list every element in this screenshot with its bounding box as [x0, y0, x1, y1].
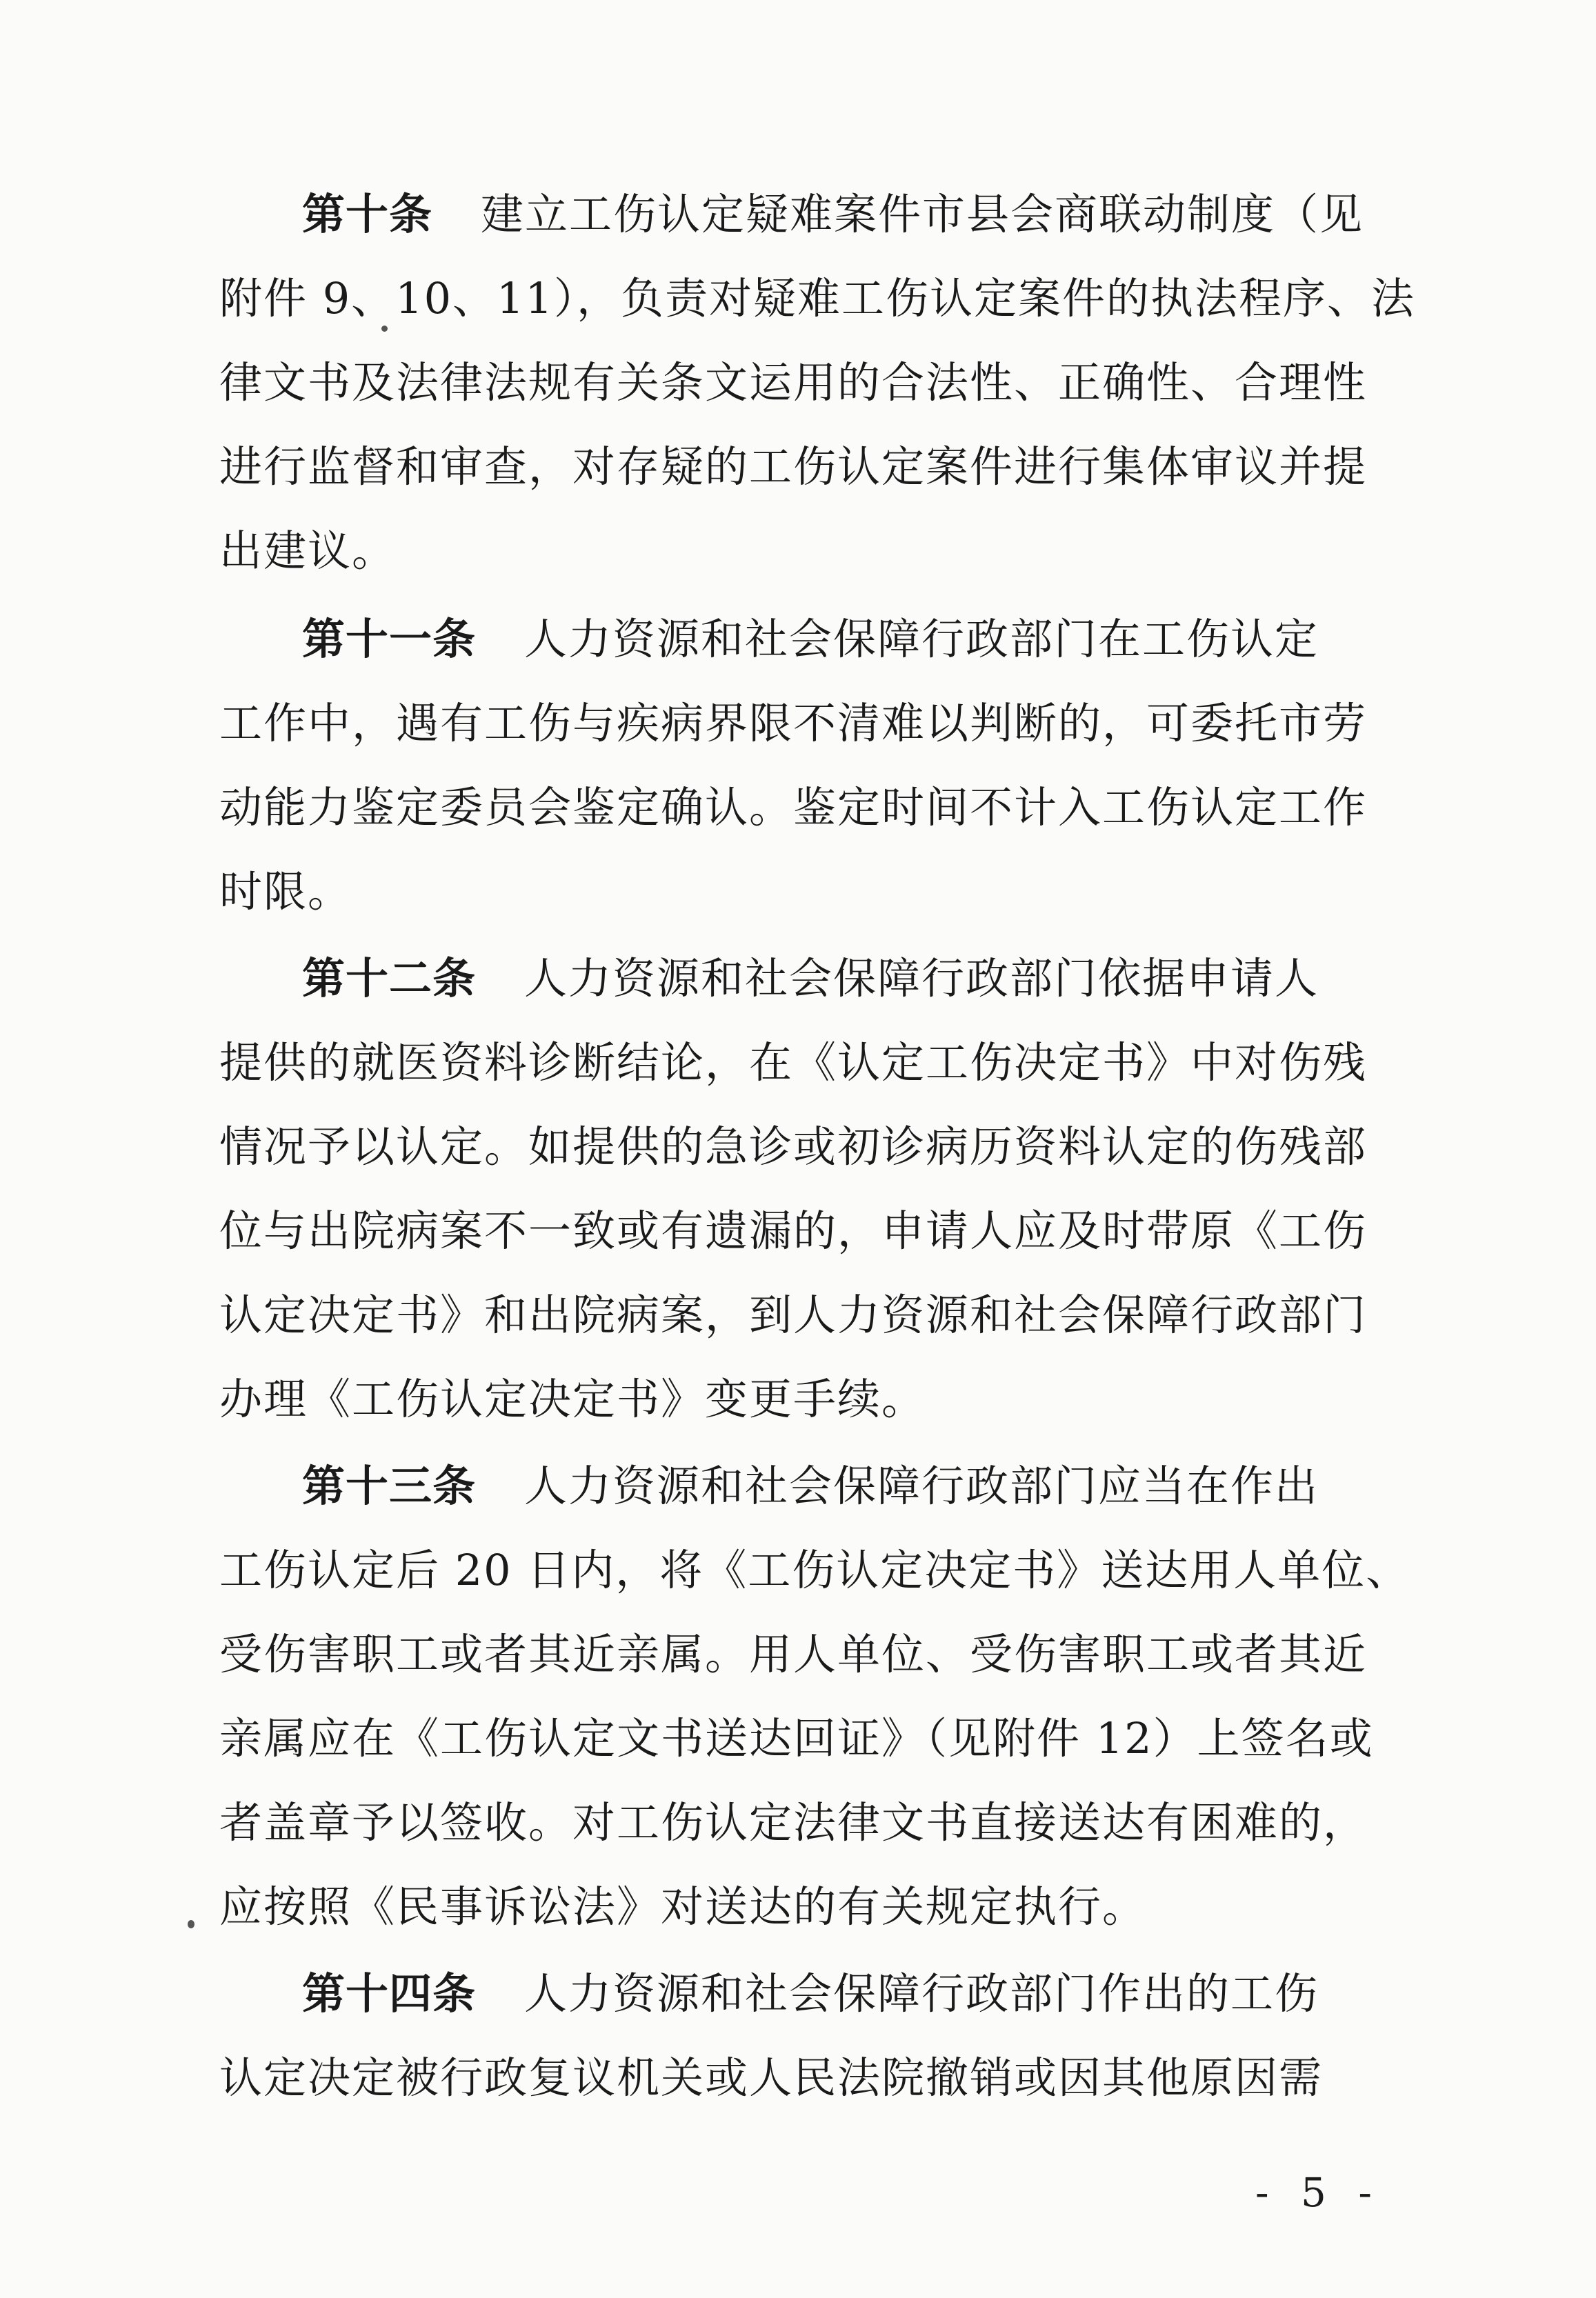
page-number: - 5 -	[1255, 2169, 1381, 2216]
article-heading: 第十二条	[302, 953, 477, 1003]
article-heading: 第十三条	[302, 1461, 477, 1511]
article-line	[302, 1448, 1319, 1524]
article-text: 人力资源和社会保障行政部门作出的工伤	[524, 1968, 1319, 2019]
article-line: 提供的就医资料诊断结论，在《认定工伤决定书》中对伤残	[219, 1037, 1368, 1088]
article-text: 人力资源和社会保障行政部门依据申请人	[524, 953, 1319, 1003]
scan-speck	[381, 326, 388, 332]
article-line: 应按照《民事诉讼法》对送达的有关规定执行。	[219, 1881, 1147, 1932]
article-line: 时限。	[219, 866, 352, 917]
article-text: 建立工伤认定疑难案件市县会商联动制度（见	[481, 189, 1364, 239]
article-line: 工作中，遇有工伤与疾病界限不清难以判断的，可委托市劳	[219, 698, 1368, 748]
article-line: 者盖章予以签收。对工伤认定法律文书直接送达有困难的，	[219, 1797, 1368, 1848]
article-heading: 第十四条	[302, 1968, 477, 2019]
article-line	[302, 177, 1364, 252]
article-line: 位与出院病案不一致或有遗漏的，申请人应及时带原《工伤	[219, 1206, 1368, 1256]
article-line: 认定决定被行政复议机关或人民法院撤销或因其他原因需	[219, 2052, 1324, 2103]
article-line: 动能力鉴定委员会鉴定确认。鉴定时间不计入工伤认定工作	[219, 782, 1368, 832]
article-text: 人力资源和社会保障行政部门应当在作出	[524, 1461, 1319, 1511]
article-line: 进行监督和审查，对存疑的工伤认定案件进行集体审议并提	[219, 441, 1368, 492]
article-heading: 第十一条	[302, 614, 477, 664]
article-line: 出建议。	[219, 526, 397, 576]
article-line: 工伤认定后 20 日内，将《工伤认定决定书》送达用人单位、	[219, 1545, 1410, 1595]
article-line	[302, 601, 1319, 677]
article-line: 认定决定书》和出院病案，到人力资源和社会保障行政部门	[219, 1290, 1368, 1340]
article-heading: 第十条	[302, 189, 433, 239]
article-line	[302, 1956, 1319, 2032]
article-line: 受伤害职工或者其近亲属。用人单位、受伤害职工或者其近	[219, 1629, 1368, 1679]
scan-speck	[188, 1920, 194, 1928]
article-line: 附件 9、10、11），负责对疑难工伤认定案件的执法程序、法	[219, 273, 1415, 323]
article-line	[302, 941, 1319, 1017]
article-line: 情况予以认定。如提供的急诊或初诊病历资料认定的伤残部	[219, 1121, 1368, 1172]
article-line: 律文书及法律法规有关条文运用的合法性、正确性、合理性	[219, 357, 1368, 408]
article-text: 人力资源和社会保障行政部门在工伤认定	[524, 614, 1319, 664]
article-line: 亲属应在《工伤认定文书送达回证》（见附件 12）上签名或	[219, 1713, 1374, 1764]
article-line: 办理《工伤认定决定书》变更手续。	[219, 1374, 926, 1424]
